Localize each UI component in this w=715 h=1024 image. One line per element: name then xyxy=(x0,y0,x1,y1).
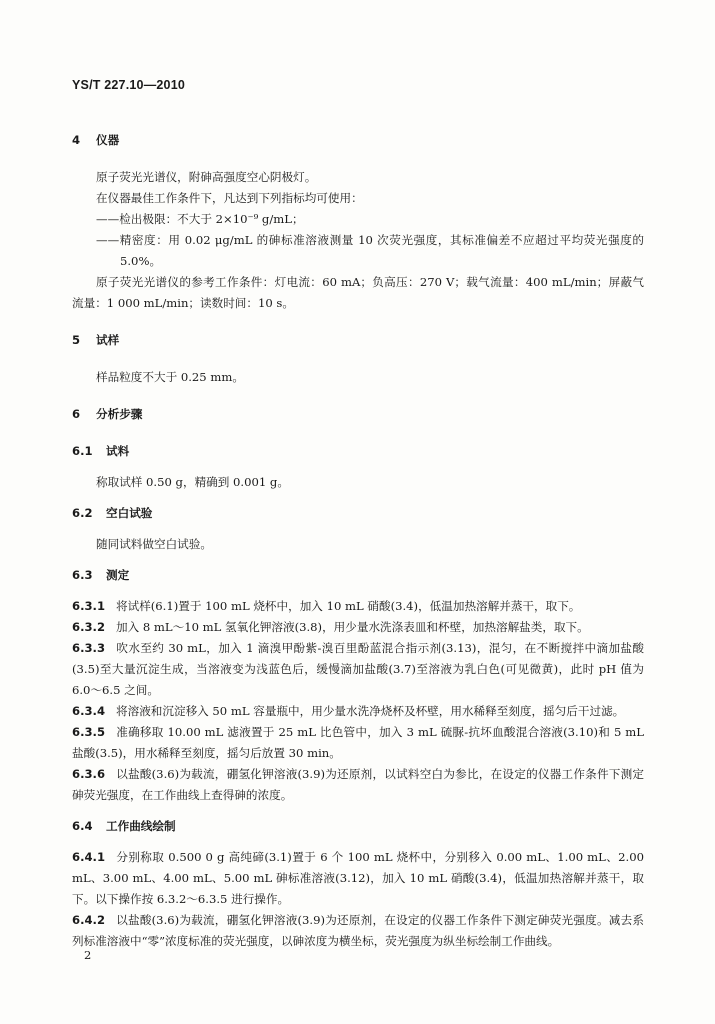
standard-code: YS/T 227.10—2010 xyxy=(72,78,185,92)
clause-number: 6.3.2 xyxy=(72,620,106,634)
section-title: 测定 xyxy=(106,568,130,582)
paragraph: 随同试料做空白试验。 xyxy=(96,537,212,551)
clause-6-4-1 xyxy=(72,847,644,910)
list-item: ——检出极限：不大于 2×10⁻⁹ g/mL； xyxy=(96,212,304,226)
clause-6-3-4 xyxy=(72,701,644,722)
section-title: 仪器 xyxy=(96,133,120,147)
clause-text: 加入 8 mL～10 mL 氢氧化钾溶液(3.8)，用少量水洗涤表皿和杯壁，加热溶解盐类，取下。 xyxy=(116,620,589,634)
section-number: 6.4 xyxy=(72,819,93,833)
page-content xyxy=(72,130,644,952)
clause-6-3-1 xyxy=(72,596,644,617)
page-number: 2 xyxy=(84,948,92,962)
paragraph: 在仪器最佳工作条件下，凡达到下列指标均可使用： xyxy=(96,191,363,205)
clause-number: 6.3.5 xyxy=(72,725,106,739)
section-number: 6 xyxy=(72,407,81,421)
section-number: 4 xyxy=(72,133,81,147)
section-4-heading xyxy=(72,130,644,151)
section-title: 试料 xyxy=(106,444,130,458)
list-item: ——精密度：用 0.02 μg/mL 的砷标准溶液测量 10 次荧光强度，其标准偏差不应超过平均荧光强度的 5.0%。 xyxy=(96,233,644,268)
paragraph: 原子荧光光谱仪，附砷高强度空心阴极灯。 xyxy=(96,170,317,184)
section-5-heading xyxy=(72,330,644,351)
clause-text: 将试样(6.1)置于 100 mL 烧杯中，加入 10 mL 硝酸(3.4)，低温加热溶解并蒸干，取下。 xyxy=(116,599,581,613)
clause-6-4-2 xyxy=(72,910,644,952)
section-title: 分析步骤 xyxy=(96,407,143,421)
section-number: 6.2 xyxy=(72,506,93,520)
clause-text: 以盐酸(3.6)为载流，硼氢化钾溶液(3.9)为还原剂，以试料空白为参比，在设定的仪器工作条件下测定砷荧光强度，在工作曲线上查得砷的浓度。 xyxy=(72,767,644,802)
paragraph: 样品粒度不大于 0.25 mm。 xyxy=(96,370,244,384)
section-title: 工作曲线绘制 xyxy=(106,819,176,833)
clause-text: 将溶液和沉淀移入 50 mL 容量瓶中，用少量水洗净烧杯及杯壁，用水稀释至刻度，摇匀后干过滤。 xyxy=(116,704,625,718)
subsection-6-2-heading xyxy=(72,503,644,524)
clause-6-3-2 xyxy=(72,617,644,638)
clause-number: 6.4.2 xyxy=(72,913,106,927)
clause-number: 6.3.3 xyxy=(72,641,106,655)
clause-number: 6.3.6 xyxy=(72,767,106,781)
clause-text: 准确移取 10.00 mL 滤液置于 25 mL 比色管中，加入 3 mL 硫脲-抗坏血酸混合溶液(3.10)和 5 mL 盐酸(3.5)，用水稀释至刻度，摇匀后放置 30 min。 xyxy=(72,725,644,760)
paragraph: 原子荧光光谱仪的参考工作条件：灯电流：60 mA；负高压：270 V；载气流量：400 mL/min；屏蔽气流量：1 000 mL/min；读数时间：10 s。 xyxy=(72,275,644,310)
section-6-heading xyxy=(72,404,644,425)
subsection-6-3-heading xyxy=(72,565,644,586)
subsection-6-1-heading xyxy=(72,441,644,462)
section-title: 试样 xyxy=(96,333,120,347)
clause-6-3-6 xyxy=(72,764,644,806)
section-number: 6.3 xyxy=(72,568,93,582)
clause-6-3-3 xyxy=(72,638,644,701)
clause-text: 分别称取 0.500 0 g 高纯碲(3.1)置于 6 个 100 mL 烧杯中，分别移入 0.00 mL、1.00 mL、2.00 mL、3.00 mL、4.00 mL、5.00 mL 砷标准溶液(3.12)，加入 10 mL 硝酸(3.4)，低温加热溶解并蒸干，取下。以下操作按 6.3.2～6.3.5 进行操作。 xyxy=(72,850,644,906)
clause-6-3-5 xyxy=(72,722,644,764)
section-number: 6.1 xyxy=(72,444,93,458)
section-number: 5 xyxy=(72,333,81,347)
clause-number: 6.3.4 xyxy=(72,704,106,718)
clause-number: 6.3.1 xyxy=(72,599,106,613)
clause-text: 吹水至约 30 mL，加入 1 滴溴甲酚紫-溴百里酚蓝混合指示剂(3.13)，混匀，在不断搅拌中滴加盐酸(3.5)至大量沉淀生成，当溶液变为浅蓝色后，缓慢滴加盐酸(3.7)至溶液为乳白色(可见微黄)，此时 pH 值为 6.0～6.5 之间。 xyxy=(72,641,644,697)
section-title: 空白试验 xyxy=(106,506,153,520)
paragraph: 称取试样 0.50 g，精确到 0.001 g。 xyxy=(96,475,289,489)
clause-number: 6.4.1 xyxy=(72,850,106,864)
subsection-6-4-heading xyxy=(72,816,644,837)
clause-text: 以盐酸(3.6)为载流，硼氢化钾溶液(3.9)为还原剂，在设定的仪器工作条件下测定砷荧光强度。减去系列标准溶液中“零”浓度标准的荧光强度，以砷浓度为横坐标，荧光强度为纵坐标绘制工作曲线。 xyxy=(72,913,644,948)
